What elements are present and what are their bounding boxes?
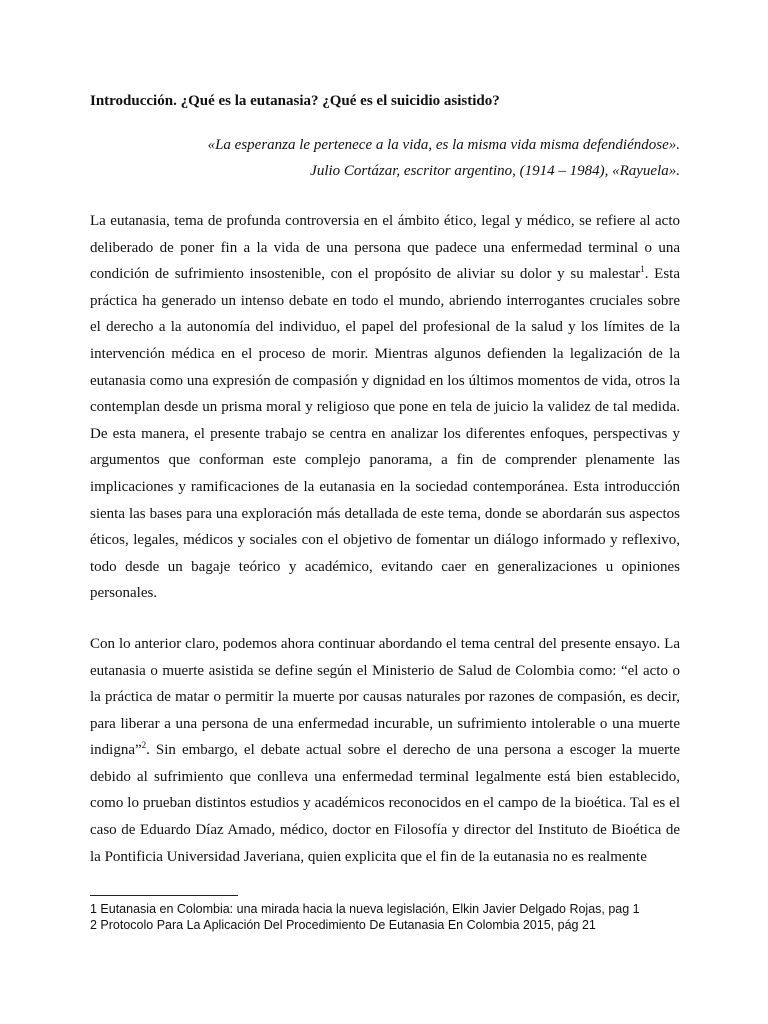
footnotes <box>90 895 680 933</box>
paragraph-1 <box>90 208 680 607</box>
epigraph-attribution: Julio Cortázar, escritor argentino, (1914 – 1984), «Rayuela». <box>310 163 680 179</box>
paragraph-2 <box>90 631 680 870</box>
footnote-2: 2 Protocolo Para La Aplicación Del Procedimiento De Eutanasia En Colombia 2015, pág 21 <box>90 918 596 932</box>
footnote-ref-1: 1 <box>640 264 645 275</box>
footnote-1: 1 Eutanasia en Colombia: una mirada hacia la nueva legislación, Elkin Javier Delgado Rojas, pag 1 <box>90 902 640 916</box>
footnote-ref-2: 2 <box>141 740 147 751</box>
paragraph-2-text-b: . Sin embargo, el debate actual sobre el derecho de una persona a escoger la muerte debido al sufrimiento que conlleva una enfermedad terminal legalmente está bien establecido, como lo prueban distintos estudios y académicos reconocidos en el campo de la bioética. Tal es el caso de Eduardo Díaz Amado, médico, doctor en Filosofía y director del Instituto de Bioética de la Pontificia Universidad Javeriana, quien explicita que el fin de la eutanasia no es realmente <box>90 742 680 865</box>
section-title: Introducción. ¿Qué es la eutanasia? ¿Qué es el suicidio asistido? <box>90 93 500 109</box>
document-body <box>90 88 680 894</box>
footnote-separator <box>90 895 238 896</box>
paragraph-1-text-a: La eutanasia, tema de profunda controversia en el ámbito ético, legal y médico, se refiere al acto deliberado de poner fin a la vida de una persona que padece una enfermedad terminal o una condición de sufrimiento insostenible, con el propósito de aliviar su dolor y su malestar <box>90 213 680 283</box>
paragraph-2-text-a: Con lo anterior claro, podemos ahora continuar abordando el tema central del presente ensayo. La eutanasia o muerte asistida se define según el Ministerio de Salud de Colombia como: “el acto o la práctica de matar o permitir la muerte por causas naturales por razones de compasión, es decir, para liberar a una persona de una enfermedad incurable, un sufrimiento intolerable o una muerte indigna” <box>90 635 680 759</box>
epigraph <box>90 132 680 184</box>
epigraph-quote: «La esperanza le pertenece a la vida, es la misma vida misma defendiéndose». <box>207 137 680 153</box>
paragraph-1-text-b: . Esta práctica ha generado un intenso debate en todo el mundo, abriendo interrogantes cruciales sobre el derecho a la autonomía del individuo, el papel del profesional de la salud y los límites de la intervención médica en el proceso de morir. Mientras algunos defienden la legalización de la eutanasia como una expresión de compasión y dignidad en los últimos momentos de vida, otros la contemplan desde un prisma moral y religioso que pone en tela de juicio la validez de tal medida. De esta manera, el presente trabajo se centra en analizar los diferentes enfoques, perspectivas y argumentos que conforman este complejo panorama, a fin de comprender plenamente las implicaciones y ramificaciones de la eutanasia en la sociedad contemporánea. Esta introducción sienta las bases para una exploración más detallada de este tema, donde se abordarán sus aspectos éticos, legales, médicos y sociales con el objetivo de fomentar un diálogo informado y reflexivo, todo desde un bagaje teórico y académico, evitando caer en generalizaciones u opiniones personales. <box>90 266 681 602</box>
